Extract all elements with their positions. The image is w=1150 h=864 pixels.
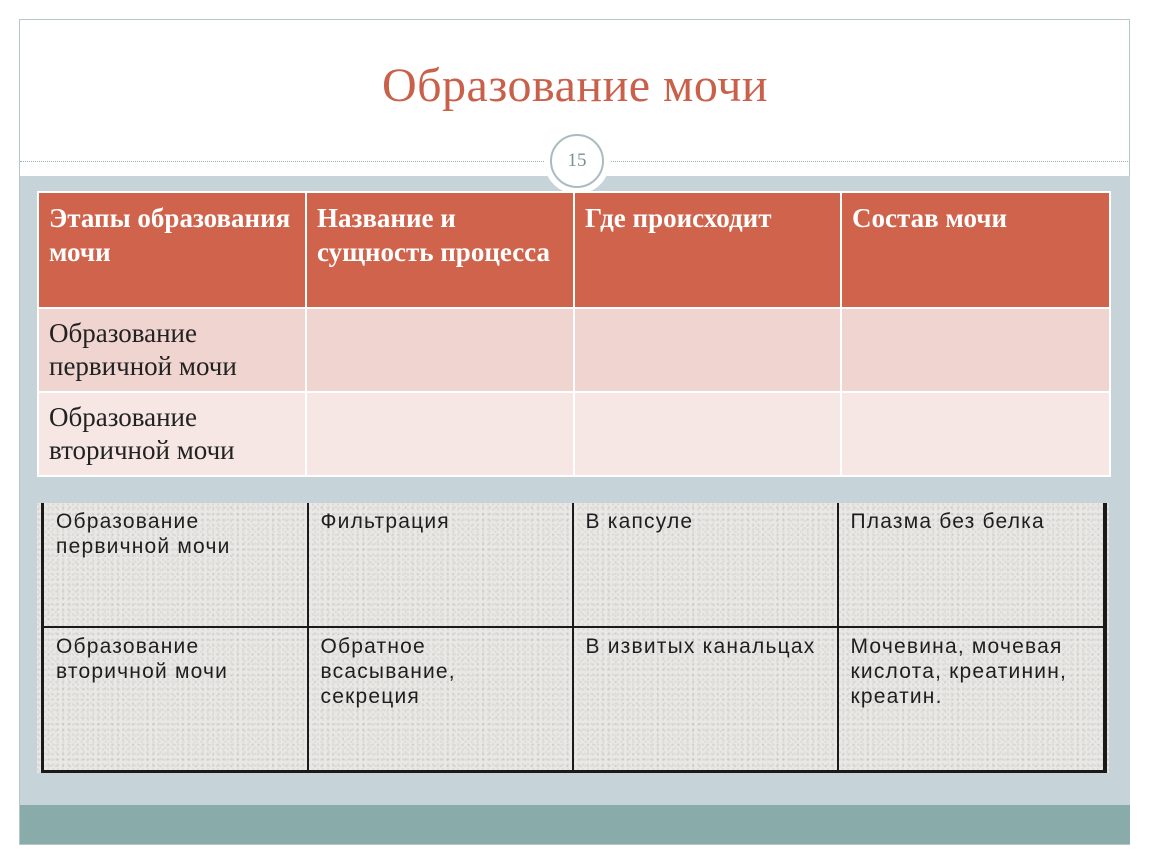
table-cell: Плазма без белка <box>838 503 1105 627</box>
table-row <box>43 627 1105 771</box>
header-process: Название и сущность процесса <box>306 192 574 308</box>
table-row <box>38 392 1110 476</box>
scanned-answer-table <box>37 503 1109 773</box>
stages-table <box>37 191 1111 477</box>
table-cell <box>574 392 841 476</box>
table-row <box>43 503 1105 627</box>
table-cell <box>574 308 841 392</box>
table-cell: Образование первичной мочи <box>43 503 308 627</box>
table-cell: Образование вторичной мочи <box>43 627 308 771</box>
table-cell <box>306 308 574 392</box>
table-cell <box>841 308 1110 392</box>
table-cell: Обратное всасывание, секреция <box>308 627 573 771</box>
answer-table <box>41 503 1107 773</box>
table-cell: Образование первичной мочи <box>38 308 306 392</box>
page-number-badge <box>544 128 610 194</box>
table-cell: В извитых канальцах <box>573 627 838 771</box>
table-row <box>38 308 1110 392</box>
slide-title: Образование мочи <box>381 59 769 112</box>
page-number: 15 <box>550 134 604 188</box>
header-location: Где происходит <box>574 192 841 308</box>
table-cell <box>841 392 1110 476</box>
table-cell: Мочевина, мочевая кислота, креатинин, креатин. <box>838 627 1105 771</box>
table-cell: Образование вторичной мочи <box>38 392 306 476</box>
table-header-row <box>38 192 1110 308</box>
table-cell: В капсуле <box>573 503 838 627</box>
table-cell <box>306 392 574 476</box>
footer-band <box>20 805 1130 844</box>
table-cell: Фильтрация <box>308 503 573 627</box>
header-composition: Состав мочи <box>841 192 1110 308</box>
header-stages: Этапы образования мочи <box>38 192 306 308</box>
